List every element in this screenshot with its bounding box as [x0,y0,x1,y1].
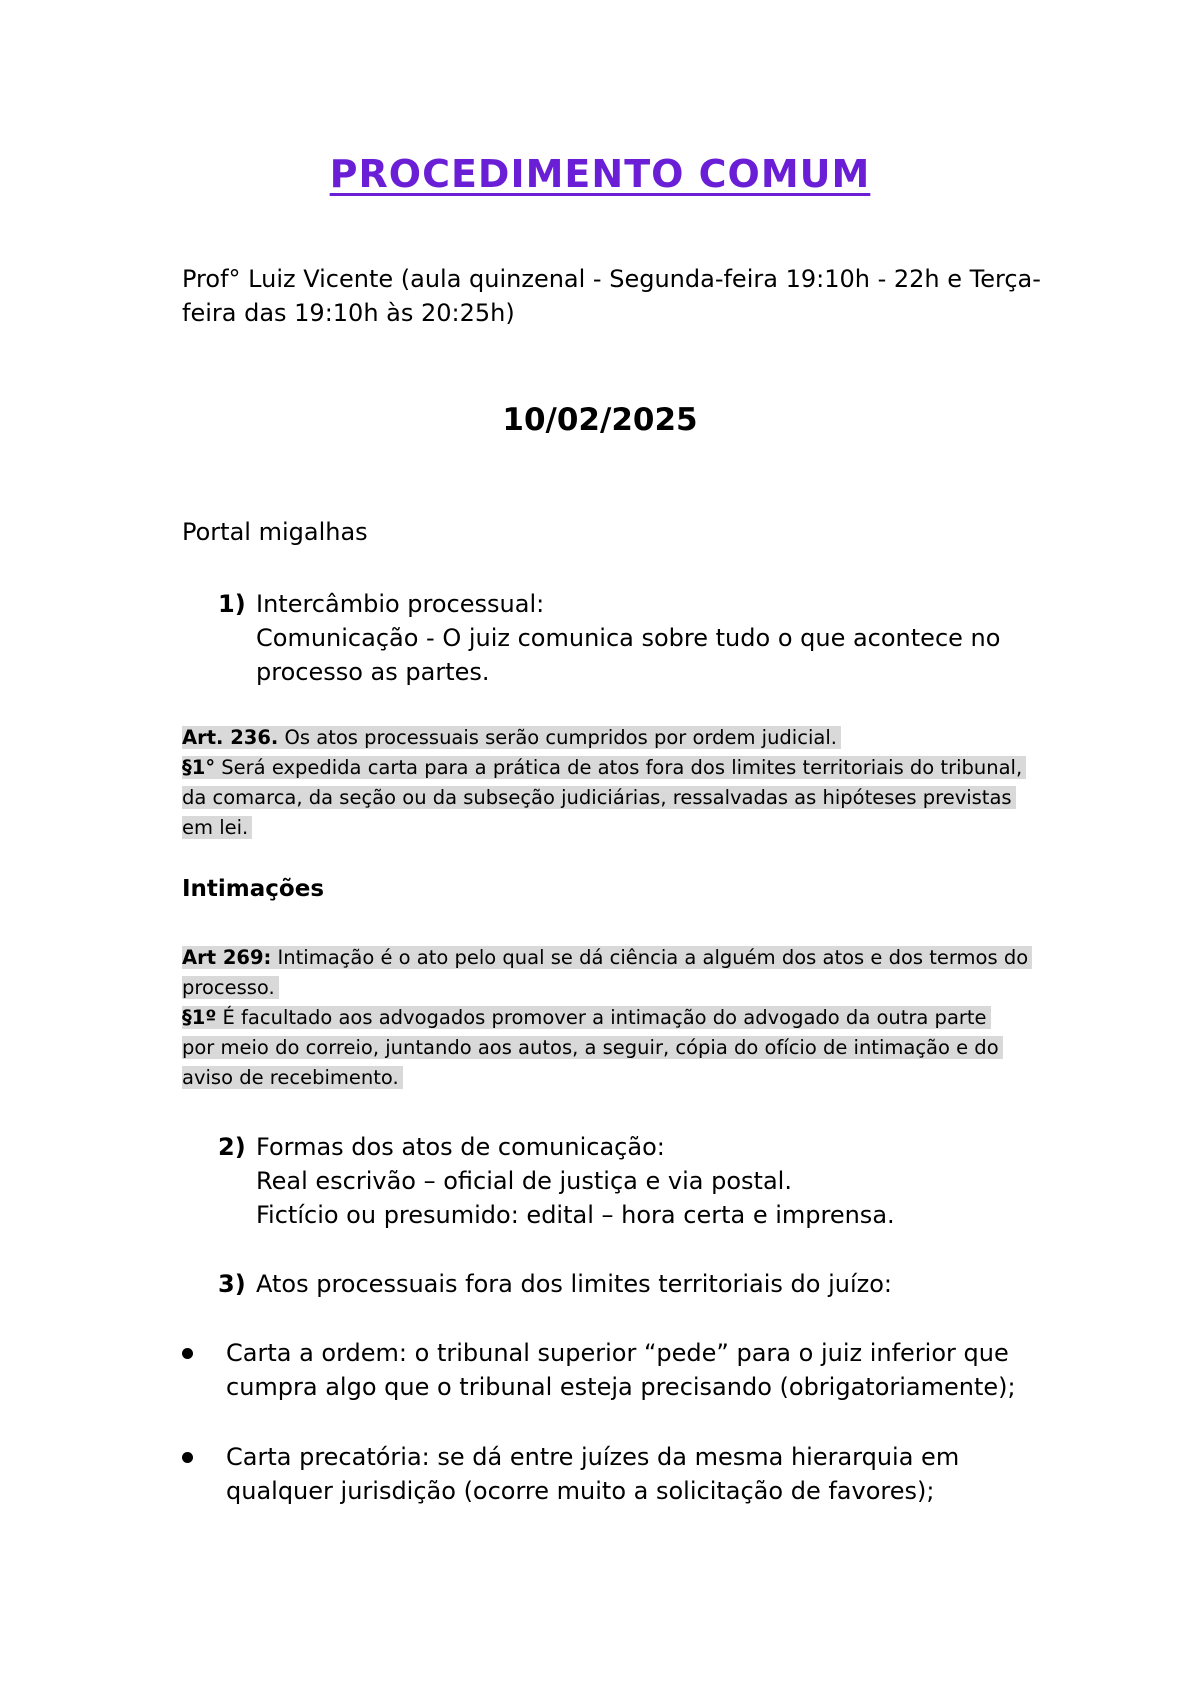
art-236-text: em lei. [182,816,252,839]
professor-info-line: Prof° Luiz Vicente (aula quinzenal - Segunda-feira 19:10h - 22h e Terça- [182,265,1041,293]
paragraph-label: §1° [182,756,216,779]
item-line: Formas dos atos de comunicação: [256,1133,665,1161]
section-heading-intimacoes: Intimações [182,876,325,902]
portal-reference: Portal migalhas [182,518,368,546]
bullet-icon [182,1452,193,1463]
bullet-icon [182,1348,193,1359]
item-line: Fictício ou presumido: edital – hora certa e imprensa. [256,1201,895,1229]
item-line: Comunicação - O juiz comunica sobre tudo o que acontece no [256,624,1001,652]
item-line: Intercâmbio processual: [256,590,545,618]
art-269-label: Art 269: [182,946,272,969]
lesson-date: 10/02/2025 [502,402,698,438]
item-number: 2) [218,1133,246,1161]
bullet-line: cumpra algo que o tribunal esteja precisando (obrigatoriamente); [226,1373,1016,1401]
professor-info [182,262,1042,330]
item-line: Atos processuais fora dos limites territoriais do juízo: [256,1270,892,1298]
document-title: PROCEDIMENTO COMUM [329,152,871,196]
item-number: 3) [218,1270,246,1298]
art-236-text: Os atos processuais serão cumpridos por ordem judicial. [278,726,837,749]
item-line: processo as partes. [256,658,490,686]
art-236-text: da comarca, da seção ou da subseção judiciárias, ressalvadas as hipóteses previstas [182,786,1016,809]
art-236-text: Será expedida carta para a prática de atos fora dos limites territoriais do tribunal, [215,756,1023,779]
art-269-text: aviso de recebimento. [182,1066,403,1089]
paragraph-label: §1º [182,1006,217,1029]
bullet-line: qualquer jurisdição (ocorre muito a solicitação de favores); [226,1477,935,1505]
art-269-quote [182,943,1032,1093]
art-236-quote [182,723,1026,843]
art-269-text: Intimação é o ato pelo qual se dá ciência a alguém dos atos e dos termos do [271,946,1029,969]
item-line: Real escrivão – oficial de justiça e via postal. [256,1167,792,1195]
art-269-text: processo. [182,976,279,999]
art-236-label: Art. 236. [182,726,279,749]
bullet-line: Carta precatória: se dá entre juízes da mesma hierarquia em [226,1443,960,1471]
art-269-text: É facultado aos advogados promover a intimação do advogado da outra parte [216,1006,987,1029]
item-number: 1) [218,590,246,618]
art-269-text: por meio do correio, juntando aos autos, a seguir, cópia do ofício de intimação e do [182,1036,1003,1059]
bullet-line: Carta a ordem: o tribunal superior “pede” para o juiz inferior que [226,1339,1009,1367]
professor-info-line: feira das 19:10h às 20:25h) [182,299,515,327]
